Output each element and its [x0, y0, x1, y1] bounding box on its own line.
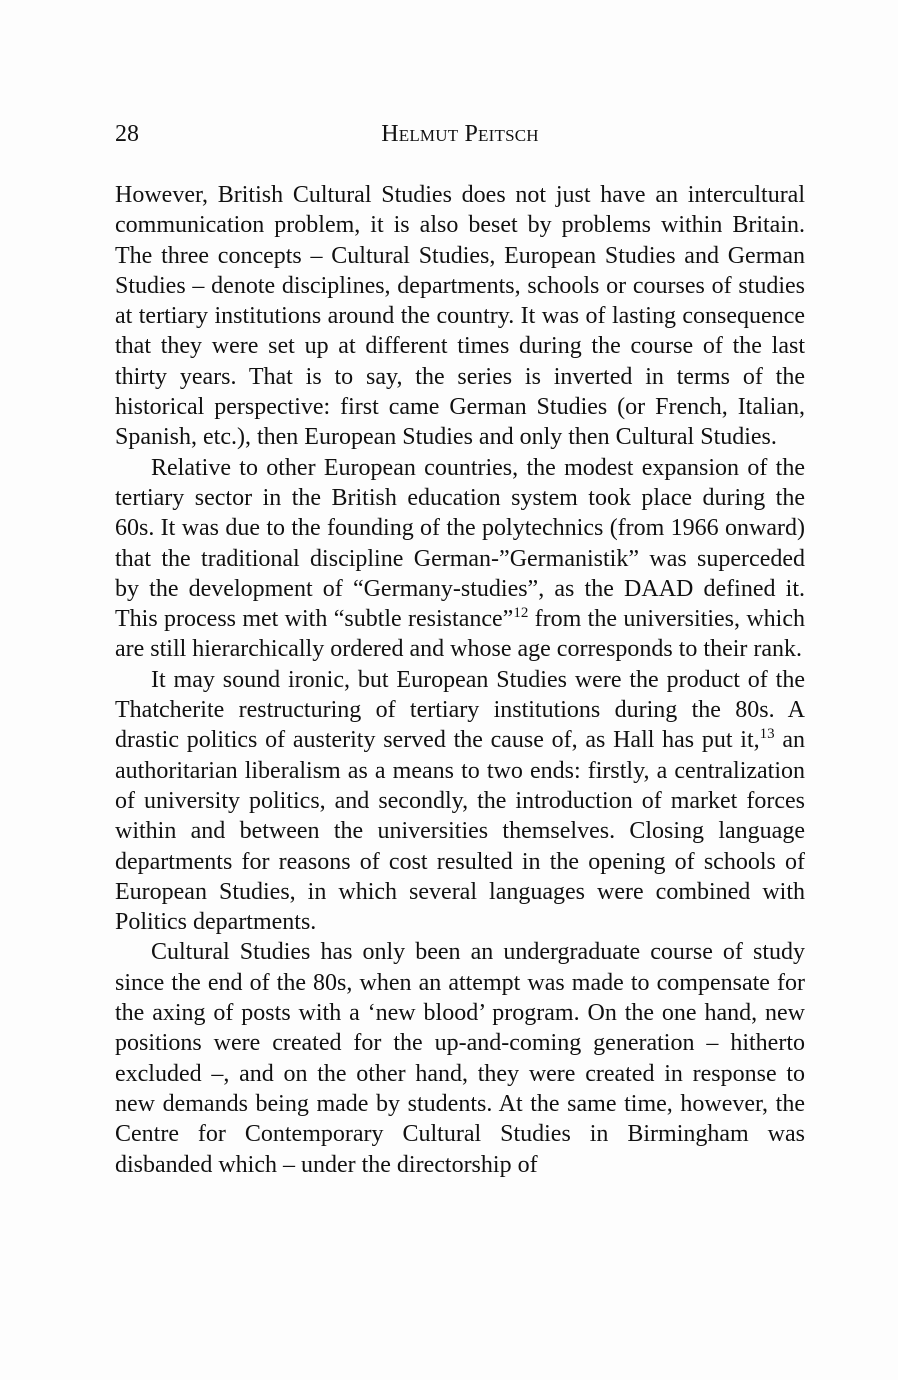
paragraph-2 — [115, 453, 805, 665]
paragraph-3 — [115, 665, 805, 938]
body-text — [115, 180, 805, 1180]
paragraph-1 — [115, 180, 805, 453]
paragraph-1-text: However, British Cultural Studies does not just have an intercultural communication problem, it is also beset by problems within Britain. The three concepts – Cultural Studies, European Studies and German Studies – denote disciplines, departments, schools or courses of studies at tertiary institutions around the country. It was of lasting consequence that they were set up at different times during the course of the last thirty years. That is to say, the series is inverted in terms of the historical perspective: first came German Studies (or French, Italian, Spanish, etc.), then European Studies and only then Cultural Studies. — [115, 182, 805, 451]
paragraph-3-text-a: It may sound ironic, but European Studies were the product of the Thatcherite restructuring of tertiary institutions during the 80s. A drastic politics of austerity served the cause of, as Hall has put it, — [115, 666, 805, 754]
paragraph-2-text-a: Relative to other European countries, the modest expansion of the tertiary sector in the British education system took place during the 60s. It was due to the founding of the polytechnics (from 1966 onward) that the traditional discipline German-”Germanistik” was superceded by the development of “Germany-studies”, as the DAAD defined it. This process met with “subtle resistance” — [115, 454, 805, 633]
paragraph-2-text-b: from the universities, which are still hierarchically ordered and whose age corresponds to their rank. — [115, 606, 805, 663]
footnote-ref-13: 13 — [759, 726, 775, 743]
page-header — [115, 121, 805, 155]
paragraph-4 — [115, 937, 805, 1179]
paragraph-3-text-b: an authoritarian liberalism as a means to two ends: firstly, a centralization of university politics, and secondly, the introduction of market forces within and between the universities themselves. Closing language departments for reasons of cost resulted in the opening of schools of European Studies, in which several languages were combined with Politics departments. — [115, 727, 805, 936]
paragraph-4-text: Cultural Studies has only been an undergraduate course of study since the end of the 80s, when an attempt was made to compensate for the axing of posts with a ‘new blood’ program. On the one hand, new positions were created for the up-and-coming generation – hitherto excluded –, and on the other hand, they were created in response to new demands being made by students. At the same time, however, the Centre for Contemporary Cultural Studies in Birmingham was disbanded which – under the directorship of — [115, 939, 805, 1178]
page-number: 28 — [115, 121, 139, 147]
footnote-ref-12: 12 — [513, 605, 529, 622]
running-head: Helmut Peitsch — [381, 121, 539, 147]
